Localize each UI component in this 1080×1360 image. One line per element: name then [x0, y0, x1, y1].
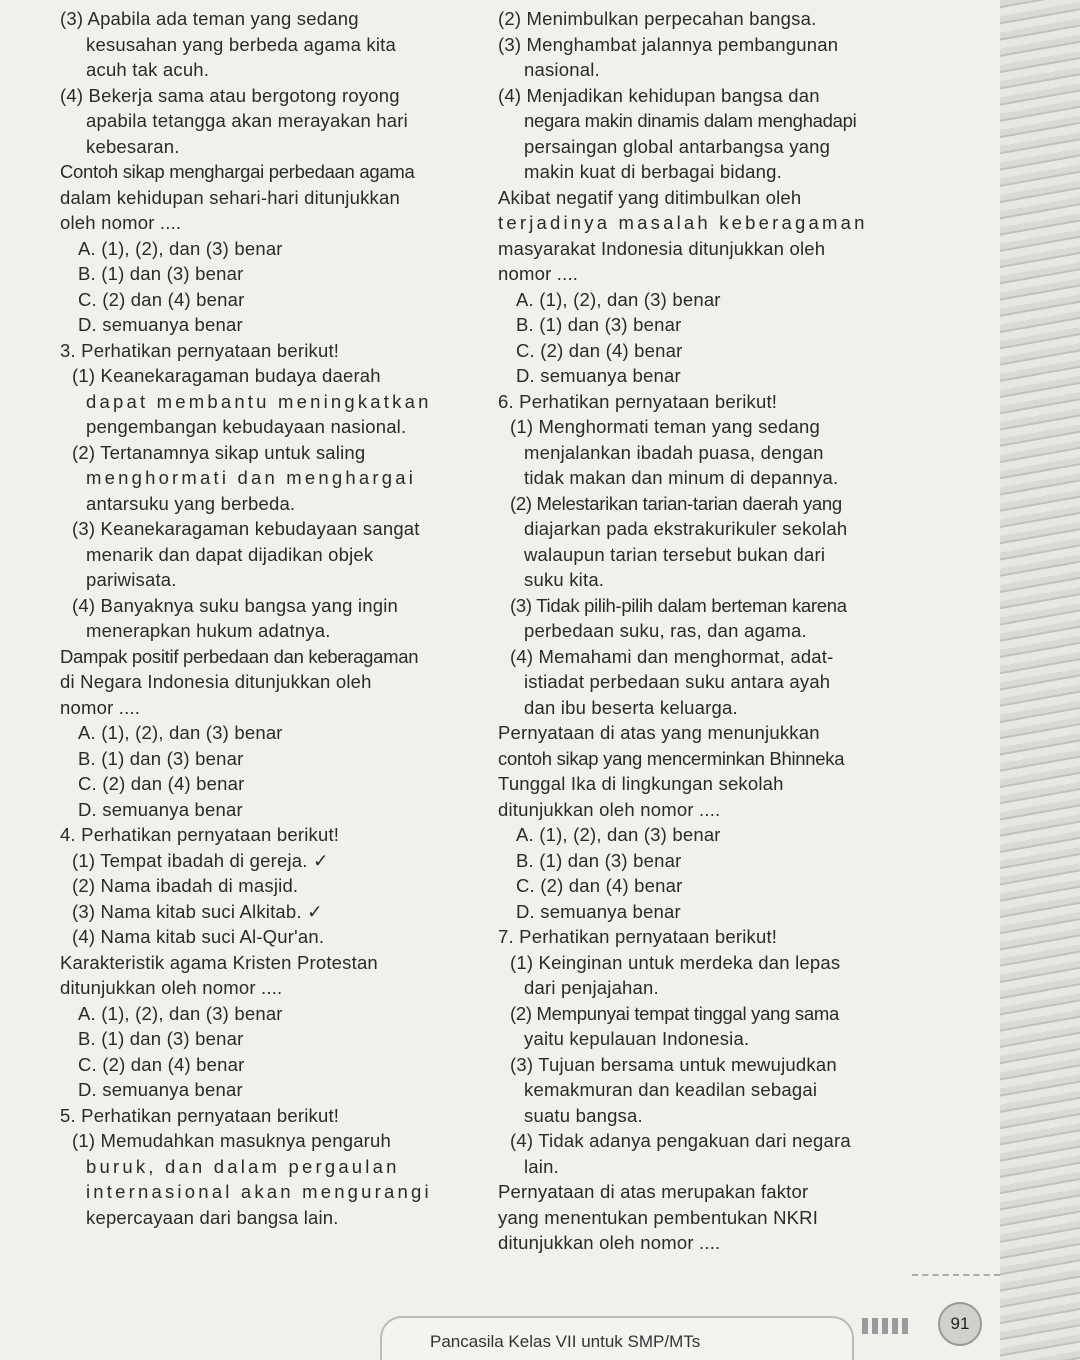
text-line: (3) Tujuan bersama untuk mewujudkan [510, 1053, 837, 1075]
text-line: contoh sikap yang mencerminkan Bhinneka [498, 747, 845, 769]
text-line: Contoh sikap menghargai perbedaan agama [60, 161, 415, 182]
text-line: (3) Keanekaragaman kebudayaan sangat [72, 518, 420, 539]
option-c: C. (2) dan (4) benar [78, 288, 245, 310]
text-line: (2) Mempunyai tempat tinggal yang sama [510, 1002, 839, 1024]
text-line: Pernyataan di atas merupakan faktor [498, 1181, 809, 1202]
text-line: dapat membantu meningkatkan [86, 390, 432, 412]
left-column [60, 6, 480, 1230]
text-line: (1) Keinginan untuk merdeka dan lepas [510, 951, 841, 973]
adjacent-page-edge [1000, 0, 1080, 1360]
option-a: A. (1), (2), dan (3) benar [78, 237, 283, 259]
text-line: nasional. [524, 59, 600, 80]
option-a: A. (1), (2), dan (3) benar [78, 722, 283, 743]
text-line: nomor .... [60, 696, 141, 718]
text-line: lain. [524, 1155, 559, 1177]
text-line: (1) Tempat ibadah di gereja. ✓ [72, 849, 329, 871]
text-line: kemakmuran dan keadilan sebagai [524, 1079, 818, 1100]
question-4-title: 4. Perhatikan pernyataan berikut! [60, 824, 340, 845]
text-line: antarsuku yang berbeda. [86, 492, 296, 514]
text-line: (3) Nama kitab suci Alkitab. ✓ [72, 900, 323, 922]
text-line: terjadinya masalah keberagaman [498, 212, 868, 233]
text-line: (4) Nama kitab suci Al-Qur'an. [72, 926, 325, 947]
option-b: B. (1) dan (3) benar [516, 849, 682, 871]
text-line: di Negara Indonesia ditunjukkan oleh [60, 671, 372, 692]
text-line: negara makin dinamis dalam menghadapi [524, 110, 857, 131]
option-b: B. (1) dan (3) benar [78, 747, 244, 769]
book-title: Pancasila Kelas VII untuk SMP/MTs [430, 1332, 701, 1351]
text-line: yaitu kepulauan Indonesia. [524, 1028, 750, 1049]
text-line: Karakteristik agama Kristen Protestan [60, 951, 378, 973]
text-line: istiadat perbedaan suku antara ayah [524, 671, 831, 692]
text-line: ditunjukkan oleh nomor .... [498, 798, 721, 820]
option-d: D. semuanya benar [78, 314, 243, 335]
text-line: nomor .... [498, 263, 579, 284]
option-a: A. (1), (2), dan (3) benar [516, 824, 721, 845]
text-line: kesusahan yang berbeda agama kita [86, 33, 397, 55]
text-line: apabila tetangga akan merayakan hari [86, 110, 408, 131]
text-line: pengembangan kebudayaan nasional. [86, 416, 407, 437]
option-d: D. semuanya benar [78, 1079, 243, 1100]
text-line: masyarakat Indonesia ditunjukkan oleh [498, 237, 826, 259]
text-line: menjalankan ibadah puasa, dengan [524, 441, 824, 463]
text-line: dalam kehidupan sehari-hari ditunjukkan [60, 186, 400, 208]
text-line: acuh tak acuh. [86, 59, 210, 80]
text-line: yang menentukan pembentukan NKRI [498, 1206, 819, 1228]
option-d: D. semuanya benar [516, 365, 681, 386]
text-line: (1) Menghormati teman yang sedang [510, 416, 820, 437]
text-line: (2) Menimbulkan perpecahan bangsa. [498, 8, 817, 29]
question-3-title: 3. Perhatikan pernyataan berikut! [60, 339, 340, 361]
option-b: B. (1) dan (3) benar [78, 263, 244, 284]
text-line: menerapkan hukum adatnya. [86, 620, 331, 641]
text-line: menarik dan dapat dijadikan objek [86, 543, 374, 565]
text-line: walaupun tarian tersebut bukan dari [524, 543, 826, 565]
option-c: C. (2) dan (4) benar [516, 339, 683, 361]
question-7-title: 7. Perhatikan pernyataan berikut! [498, 926, 778, 947]
text-line: (3) Apabila ada teman yang sedang [60, 8, 359, 29]
text-line: (1) Memudahkan masuknya pengaruh [72, 1130, 392, 1151]
text-line: (2) Nama ibadah di masjid. [72, 875, 299, 896]
text-line: ditunjukkan oleh nomor .... [498, 1232, 721, 1253]
text-line: kebesaran. [86, 135, 180, 157]
text-line: (3) Menghambat jalannya pembangunan [498, 33, 839, 55]
option-d: D. semuanya benar [516, 900, 681, 922]
right-column [498, 6, 968, 1256]
text-line: suatu bangsa. [524, 1104, 643, 1126]
question-5-title: 5. Perhatikan pernyataan berikut! [60, 1104, 340, 1126]
text-line: persaingan global antarbangsa yang [524, 135, 831, 157]
text-line: kepercayaan dari bangsa lain. [86, 1206, 339, 1228]
text-line: makin kuat di berbagai bidang. [524, 161, 782, 182]
option-c: C. (2) dan (4) benar [78, 1053, 245, 1075]
option-b: B. (1) dan (3) benar [78, 1028, 244, 1049]
text-line: (1) Keanekaragaman budaya daerah [72, 365, 381, 386]
text-line: tidak makan dan minum di depannya. [524, 467, 839, 488]
dashed-rule [912, 1274, 1000, 1276]
text-line: dan ibu beserta keluarga. [524, 696, 738, 718]
option-a: A. (1), (2), dan (3) benar [78, 1002, 283, 1024]
option-c: C. (2) dan (4) benar [516, 875, 683, 896]
page-number: 91 [938, 1302, 982, 1346]
text-line: Pernyataan di atas yang menunjukkan [498, 722, 820, 743]
text-line: Tunggal Ika di lingkungan sekolah [498, 773, 784, 794]
text-line: Dampak positif perbedaan dan keberagaman [60, 645, 419, 667]
text-line: (4) Tidak adanya pengakuan dari negara [510, 1130, 851, 1151]
text-line: oleh nomor .... [60, 212, 182, 233]
text-line: menghormati dan menghargai [86, 467, 417, 488]
text-line: ditunjukkan oleh nomor .... [60, 977, 283, 998]
text-line: diajarkan pada ekstrakurikuler sekolah [524, 518, 848, 539]
text-line: (4) Banyaknya suku bangsa yang ingin [72, 594, 399, 616]
text-line: suku kita. [524, 569, 605, 590]
text-line: internasional akan mengurangi [86, 1181, 432, 1202]
decorative-dots [862, 1318, 912, 1334]
text-line: (2) Tertanamnya sikap untuk saling [72, 441, 366, 463]
text-line: (3) Tidak pilih-pilih dalam berteman karena [510, 594, 847, 616]
text-line: (4) Menjadikan kehidupan bangsa dan [498, 84, 820, 106]
text-line: perbedaan suku, ras, dan agama. [524, 620, 807, 641]
text-line: buruk, dan dalam pergaulan [86, 1155, 400, 1177]
question-6-title: 6. Perhatikan pernyataan berikut! [498, 390, 778, 412]
text-line: pariwisata. [86, 569, 177, 590]
text-line: Akibat negatif yang ditimbulkan oleh [498, 186, 802, 208]
text-line: (2) Melestarikan tarian-tarian daerah yang [510, 492, 842, 514]
text-line: dari penjajahan. [524, 977, 659, 998]
option-b: B. (1) dan (3) benar [516, 314, 682, 335]
text-line: (4) Memahami dan menghormat, adat- [510, 645, 834, 667]
text-line: (4) Bekerja sama atau bergotong royong [60, 84, 400, 106]
option-c: C. (2) dan (4) benar [78, 773, 245, 794]
option-d: D. semuanya benar [78, 798, 243, 820]
option-a: A. (1), (2), dan (3) benar [516, 288, 721, 310]
